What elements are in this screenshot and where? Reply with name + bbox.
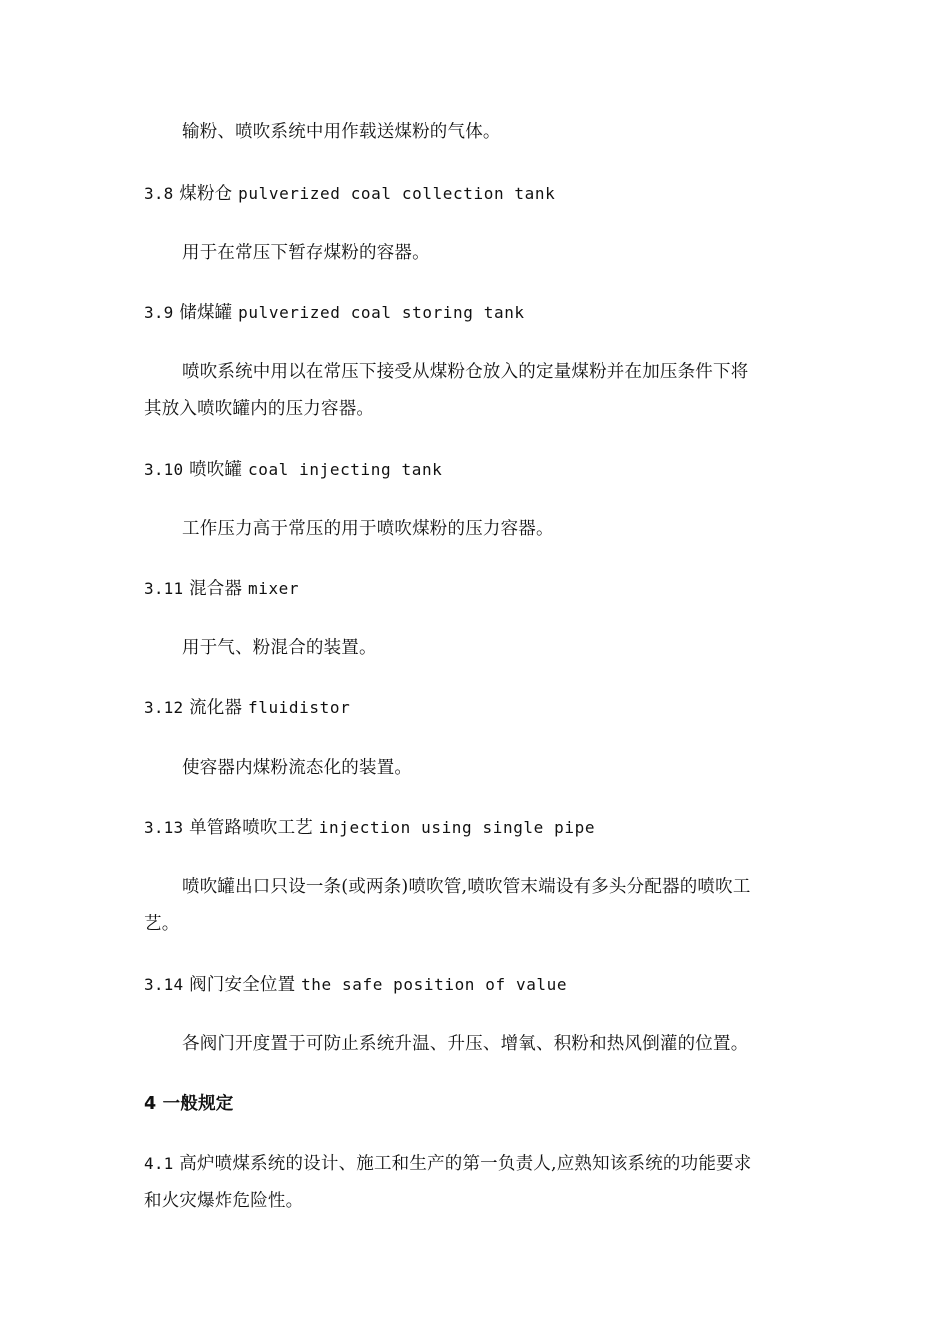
term-english: the safe position of value — [301, 975, 568, 994]
term-chinese: 阀门安全位置 — [189, 975, 296, 995]
clause-number: 4.1 — [144, 1154, 174, 1173]
text-line: 艺。 — [144, 914, 180, 934]
text-line: 和火灾爆炸危险性。 — [144, 1191, 304, 1211]
term-3-8 — [144, 182, 555, 206]
term-english: pulverized coal storing tank — [238, 303, 525, 322]
term-chinese: 流化器 — [189, 698, 243, 718]
term-number: 3.14 — [144, 975, 184, 994]
term-3-13 — [144, 816, 595, 840]
definition-3-9-line-2 — [144, 397, 374, 421]
definition-3-12 — [182, 756, 412, 780]
heading-text: 4 一般规定 — [144, 1094, 234, 1114]
term-3-10 — [144, 458, 442, 482]
term-number: 3.12 — [144, 698, 184, 717]
term-chinese: 混合器 — [189, 579, 243, 599]
term-3-12 — [144, 696, 350, 720]
section-heading-4 — [144, 1092, 233, 1116]
definition-3-13-line-1 — [182, 875, 751, 899]
paragraph-carrier-gas-definition — [182, 120, 501, 144]
definition-3-14 — [182, 1032, 748, 1056]
term-number: 3.8 — [144, 184, 174, 203]
definition-3-8 — [182, 241, 430, 265]
text-line: 喷吹罐出口只设一条(或两条)喷吹管,喷吹管末端设有多头分配器的喷吹工 — [182, 877, 751, 897]
term-3-11 — [144, 577, 299, 601]
text-line: 用于在常压下暂存煤粉的容器。 — [182, 243, 430, 263]
term-number: 3.11 — [144, 579, 184, 598]
text-line: 用于气、粉混合的装置。 — [182, 638, 377, 658]
term-3-14 — [144, 973, 567, 997]
term-chinese: 喷吹罐 — [189, 460, 243, 480]
definition-3-11 — [182, 636, 377, 660]
term-english: injection using single pipe — [318, 818, 596, 837]
text-line: 其放入喷吹罐内的压力容器。 — [144, 399, 375, 419]
clause-4-1-line-1 — [144, 1152, 751, 1176]
term-number: 3.10 — [144, 460, 184, 479]
definition-3-9-line-1 — [182, 360, 748, 384]
term-english: mixer — [247, 579, 300, 598]
term-chinese: 煤粉仓 — [179, 184, 233, 204]
text-line: 使容器内煤粉流态化的装置。 — [182, 758, 413, 778]
term-number: 3.13 — [144, 818, 184, 837]
text-line: 各阀门开度置于可防止系统升温、升压、增氧、积粉和热风倒灌的位置。 — [182, 1034, 749, 1054]
text-line: 工作压力高于常压的用于喷吹煤粉的压力容器。 — [182, 519, 554, 539]
term-english: fluidistor — [247, 698, 351, 717]
text-line: 高炉喷煤系统的设计、施工和生产的第一负责人,应熟知该系统的功能要求 — [179, 1154, 752, 1174]
term-number: 3.9 — [144, 303, 174, 322]
term-english: coal injecting tank — [247, 460, 443, 479]
term-3-9 — [144, 301, 525, 325]
definition-3-10 — [182, 517, 554, 541]
term-chinese: 储煤罐 — [179, 303, 233, 323]
term-chinese: 单管路喷吹工艺 — [189, 818, 314, 838]
term-english: pulverized coal collection tank — [238, 184, 556, 203]
text-line: 喷吹系统中用以在常压下接受从煤粉仓放入的定量煤粉并在加压条件下将 — [182, 362, 749, 382]
clause-4-1-line-2 — [144, 1189, 303, 1213]
text-line: 输粉、喷吹系统中用作载送煤粉的气体。 — [182, 122, 501, 142]
definition-3-13-line-2 — [144, 912, 179, 936]
